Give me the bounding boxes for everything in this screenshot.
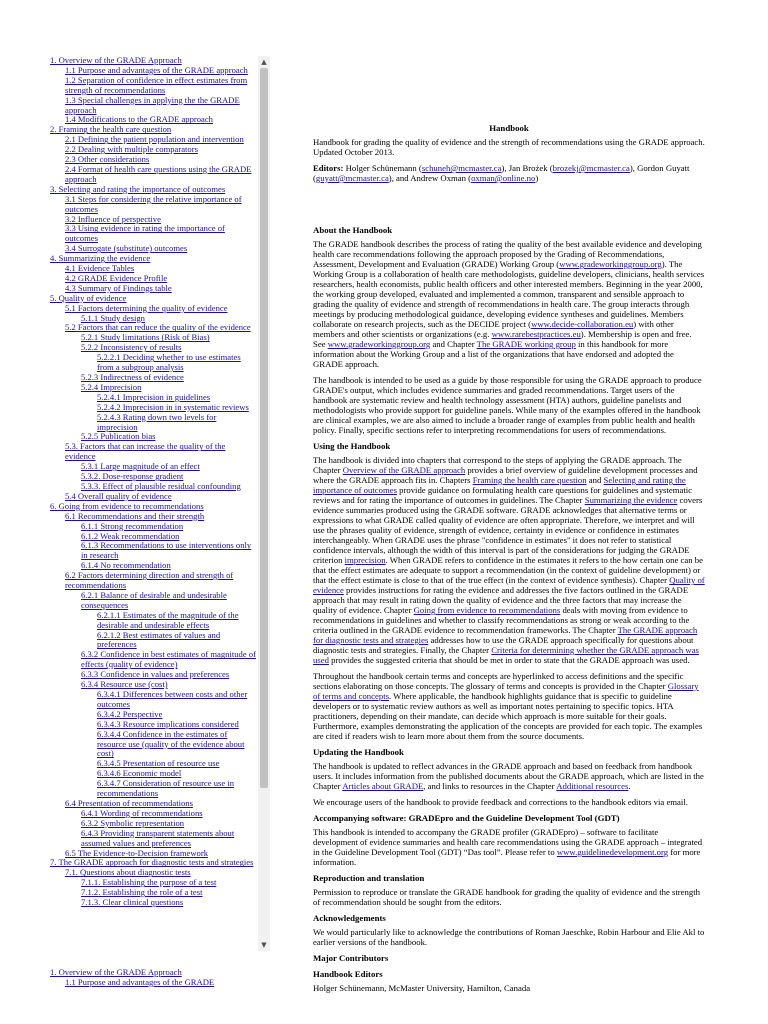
toc-link[interactable]: 5.2.4.3 Rating down two levels for imprecision [97,411,217,432]
software-paragraph [313,827,705,867]
toc-link[interactable]: 6. Going from evidence to recommendations [50,500,204,511]
text: The handbook is divided into chapters that correspond to the steps of applying the GRADE approach. The Chapter [313,455,682,475]
section-heading-reproduction: Reproduction and translation [313,873,425,883]
email-link-brozek[interactable]: brozekj@mcmaster.ca [552,163,630,173]
link-gradeworkinggroup[interactable]: www.gradeworkinggroup.org [559,259,662,269]
article [313,123,705,999]
link-additional-resources[interactable]: Additional resources [556,781,629,791]
toc-link[interactable]: 6.1 Recommendations and their strength [65,510,205,521]
toc-link[interactable]: 1. Overview of the GRADE Approach [50,967,182,977]
toc-link[interactable]: 5.2.4.2 Imprecision in in systematic reviews [97,401,249,412]
toc-link[interactable]: 6.3.4.2 Perspective [97,708,163,719]
text: ) [535,173,539,183]
toc-link[interactable]: 6.3.4.3 Resource implications considered [97,718,239,729]
text: , and links to resources in the Chapter [423,781,557,791]
toc-item[interactable] [50,96,258,116]
toc-link[interactable]: 7.1.2. Establishing the role of a test [81,887,203,898]
scroll-down-arrow-icon[interactable]: ▼ [261,941,267,949]
toc-link[interactable]: 4.1 Evidence Tables [65,263,135,274]
toc-link[interactable]: 5.3.2. Dose-response gradient [81,471,184,482]
toc-item[interactable] [50,195,258,215]
toc-link[interactable]: 5.3.1 Large magnitude of an effect [81,461,200,472]
toc-item[interactable] [50,413,258,433]
text: and [586,475,604,485]
toc-link[interactable]: 6.4.3 Providing transparent statements about assumed values and preferences [81,827,235,848]
toc-link[interactable]: 5.2.3 Indirectness of evidence [81,372,184,382]
toc-link[interactable]: 3.2 Influence of perspective [65,213,161,224]
section-heading-updating: Updating the Handbook [313,747,404,757]
toc-link[interactable]: 6.5 The Evidence-to-Decision framework [65,847,209,858]
link-going-from-evidence[interactable]: Going from evidence to recommendations [413,605,561,615]
toc-link[interactable]: 6.4 Presentation of recommendations [65,797,193,808]
toc-item[interactable] [50,978,270,988]
toc-link[interactable]: 5.1 Factors determining the quality of evidence [65,302,228,313]
editors-line [313,163,705,183]
text: ). Membership is open and free. See [313,329,692,349]
toc-link[interactable]: 4. Summarizing the evidence [50,253,151,264]
toc-link[interactable]: 3. Selecting and rating the importance of outcomes [50,183,226,194]
about-paragraph-2: The handbook is intended to be used as a guide by those responsible for using the GRADE approach to produce GRADE's output, which includes evidence summaries and graded recommendations. Target users of the handbook are systematic review and health technology assessment (HTA) authors, guideline panelists and methodologists who provide support for guideline panels. While many of the examples offered in the handbook are clinical examples, we are also aimed to include a broader range of examples from public health and health policy. Finally, specific sections refer to interpreting recommendations for users of recommendations. [313,375,702,435]
about-paragraph-1 [313,239,705,369]
toc-link[interactable]: 6.3.4 Resource use (cost) [81,679,168,690]
text: for more information. [313,847,701,867]
toc-item[interactable] [50,591,258,611]
intro-text: Handbook for grading the quality of evidence and the strength of recommendations using the GRADE approach. Updated October 2013. [313,137,705,157]
section-heading-acknowledgements: Acknowledgements [313,913,386,923]
toc-link[interactable]: 2.3 Other considerations [65,154,150,165]
text: Holger Schünemann ( [343,163,422,173]
link-criteria[interactable]: Criteria for determining whether the GRADE approach was used [313,645,699,665]
text: ) with other members and other scientists or organizations (e.g. [313,319,674,339]
toc-link[interactable]: 6.2 Factors determining direction and strength of recommendations [65,570,234,591]
text: . [628,781,631,791]
link-guidelinedevelopment[interactable]: www.guidelinedevelopment.org [556,847,669,857]
toc-link[interactable]: 1.1 Purpose and advantages of the GRADE [65,976,215,987]
toc-link[interactable]: 5.1.1 Study design [81,312,145,323]
text: in this handbook for more information about the Working Group and a list of the organizations that have endorsed and adopted the GRADE approach. [313,339,674,369]
text: . When GRADE refers to confidence in the estimates it refers to the how certain one can be that the effect estimates are adequate to support a recommendation (in the context of guideline development) or that the effect estimate is close to that of the true effect (in the context of evidence synthesis). Chapter [313,555,703,585]
toc-link[interactable]: 2.2 Dealing with multiple comparators [65,144,198,155]
toc-link[interactable]: 5.3. Factors that can increase the quality of the evidence [65,441,226,462]
toc-link[interactable]: 1.1 Purpose and advantages of the GRADE approach [65,64,248,75]
toc-item[interactable] [50,571,258,591]
acknowledgements-paragraph: We would particularly like to acknowledge the contributions of Roman Jaeschke, Robin Harbour and Elie Akl to earlier versions of the handbook. [313,927,705,947]
link-glossary[interactable]: Glossary of terms and concepts [313,681,699,701]
toc-link[interactable]: 7. The GRADE approach for diagnostic tests and strategies [50,857,254,868]
toc-link[interactable]: 5.4 Overall quality of evidence [65,490,172,501]
toc-link[interactable]: 5.2 Factors that can reduce the quality of the evidence [65,322,251,333]
reproduction-paragraph: Permission to reproduce or translate the GRADE handbook for grading the quality of evidence and the strength of recommendation should be sought from the editors. [313,887,700,907]
toc-link[interactable]: 5.2.5 Publication bias [81,431,156,442]
link-diagnostic-tests[interactable]: The GRADE approach for diagnostic tests and strategies [313,625,698,645]
text: Throughout the handbook certain terms and concepts are hyperlinked to access definitions and the specific sections elaborating on those concepts. The glossary of terms and concepts is provided in the Chapter [313,671,684,691]
editors-label: Editors: [313,163,344,173]
toc-link[interactable]: 1.3 Special challenges in applying the the GRADE approach [65,94,240,115]
text: provide guidance on formulating health care questions for guidelines and systematic reviews and for rating the importance of outcomes in guidelines. The Chapter [313,485,693,505]
text: provides a brief overview of guideline development processes and where the GRADE approach fits in. Chapters [313,465,698,485]
toc-link[interactable]: 6.2.1.1 Estimates of the magnitude of the desirable and undesirable effects [97,609,239,630]
link-grade-working-group-chapter[interactable]: The GRADE working group [476,339,576,349]
toc-item[interactable] [50,779,258,799]
toc-link[interactable]: 6.3.4.4 Confidence in the estimates of resource use (quality of the evidence about cost) [97,728,245,759]
toc-scrollbar[interactable] [258,56,270,951]
section-heading-about: About the Handbook [313,225,393,235]
text: The handbook is updated to reflect advances in the GRADE approach and based on feedback from handbook users. It includes information from the published documents about the GRADE approach, which are listed in the Chapter [313,761,704,791]
page-title: Handbook [489,123,529,133]
toc-link[interactable]: 1. Overview of the GRADE Approach [50,56,182,65]
toc-link[interactable]: 5.2.4 Imprecision [81,381,142,392]
toc-link[interactable]: 6.3.2 Confidence in best estimates of magnitude of effects (quality of evidence) [81,649,256,670]
toc-link[interactable]: 6.3.4.5 Presentation of resource use [97,758,220,769]
toc-item[interactable] [50,76,258,96]
toc-link[interactable]: 1.4 Modifications to the GRADE approach [65,114,213,125]
toc-link[interactable]: 4.3 Summary of Findings table [65,282,172,293]
link-overview[interactable]: Overview of the GRADE approach [342,465,466,475]
toc-link[interactable]: 6.2.1.2 Best estimates of values and preferences [97,629,221,650]
scroll-up-arrow-icon[interactable]: ▲ [261,58,267,66]
toc-link[interactable]: 6.1.4 No recommendation [81,560,171,571]
text: covers evidence summaries produced using the GRADE software. GRADE acknowledges that alternative terms or expressions to what GRADE called quality of evidence are often appropriate. Therefore, we interpret and will use the phrases quality of evidence, strength of evidence, certainty in evidence or confidence in estimates interchangeably. When GRADE uses the phrase "confidence in estimates" it does not refer to statistical confidence intervals, although the width of this interval is part of the considerations for judging the GRADE criterion [313,495,703,565]
text: ), and Andrew Oxman ( [388,173,472,183]
link-imprecision[interactable]: imprecision [344,555,386,565]
toc-item[interactable] [50,541,258,561]
scroll-thumb[interactable] [260,68,268,788]
section-heading-contributors: Major Contributors [313,953,389,963]
toc-item[interactable] [50,730,258,760]
toc-item[interactable] [50,829,258,849]
link-summarizing[interactable]: Summarizing the evidence [584,495,678,505]
link-rarebestpractices[interactable]: www.rarebestpractices.eu [491,329,581,339]
email-link-oxman[interactable]: oxman@online.no [471,173,536,183]
toc-link[interactable]: 3.4 Surrogate (substitute) outcomes [65,243,188,254]
text: addresses how to use the GRADE approach specifically for questions about diagnostic tests and strategies. Finally, the Chapter [313,635,694,655]
text: . Where applicable, the handbook highlights guidance that is specific to guideline developers or to systematic review authors as well as important notes pertaining to specific topics. HTA practitioners, depending on their mandate, can decide which approach is more suitable for their goals. Furthermore, examples demonstrating the application of the concepts are provided for each topic. The examples are cited if readers wish to learn more about them from the source documents. [313,691,703,741]
updating-paragraph-1 [313,761,705,791]
using-paragraph-2 [313,671,705,741]
updating-paragraph-2: We encourage users of the handbook to provide feedback and corrections to the handbook editors via email. [313,797,688,807]
toc-item[interactable] [50,224,258,244]
toc-link[interactable]: 1.2 Separation of confidence in effect estimates from strength of recommendations [65,74,248,95]
section-heading-software: Accompanying software: GRADEpro and the Guideline Development Tool (GDT) [313,813,620,823]
link-articles-about-grade[interactable]: Articles about GRADE [342,781,424,791]
text: provides instructions for rating the evidence and addresses the five factors outlined in the GRADE approach that may result in rating down the quality of evidence and the three factors that may increase the quality of evidence. Chapter [313,585,689,615]
toc-link[interactable]: 5.2.2.1 Deciding whether to use estimates from a subgroup analysis [97,352,241,373]
toc-link[interactable]: 7.1.3. Clear clinical questions [81,897,184,908]
toc-item[interactable] [50,165,258,185]
toc-item[interactable] [50,690,258,710]
link-selecting[interactable]: Selecting and rating the importance of outcomes [313,475,686,495]
toc-item[interactable] [50,898,258,908]
toc-link[interactable]: 7.1.1. Establishing the purpose of a test [81,877,217,888]
toc-link[interactable]: 5.2.1 Study limitations (Risk of Bias) [81,332,210,343]
toc-link[interactable]: 6.1.2 Weak recommendation [81,530,180,541]
text: and Chapter [430,339,477,349]
section-heading-handbook-editors: Handbook Editors [313,969,383,979]
toc-link[interactable]: 6.2.1 Balance of desirable and undesirable consequences [81,589,227,610]
toc-link[interactable]: 5.2.2 Inconsistency of results [81,342,182,353]
toc-link[interactable]: 6.4.1 Wording of recommendations [81,807,203,818]
toc-link[interactable]: 5.2.4.1 Imprecision in guidelines [97,391,211,402]
toc-link[interactable]: 6.3.4.7 Consideration of resource use in recommendations [97,778,234,799]
text: ), Gordon Guyatt ( [313,163,690,183]
toc-link[interactable]: 2. Framing the health care question [50,124,172,135]
toc-link[interactable]: 6.3.4.6 Economic model [97,768,182,779]
toc-link[interactable]: 6.1.3 Recommendations to use interventions only in research [81,540,252,561]
email-link-guyatt[interactable]: guyatt@mcmaster.ca [315,173,389,183]
text: This handbook is intended to accompany the GRADE profiler (GRADEpro) – software to facilitate development of evidence summaries and health care recommendations using the GRADE approach – integrated in the Guideline Development Tool (GDT) “Das tool”. Please refer to [313,827,703,857]
toc-link[interactable]: 5. Quality of evidence [50,292,127,303]
email-link-schunemann[interactable]: schuneh@mcmaster.ca [421,163,502,173]
toc-link[interactable]: 3.1 Steps for considering the relative importance of outcomes [65,193,242,214]
link-decide-collaboration[interactable]: www.decide-collaboration.eu [531,319,634,329]
toc-item[interactable] [50,442,258,462]
text: ). The Working Group is a collaboration of health care methodologists, guideline developers, clinicians, health services researchers, health economists, public health officers and other interested members. Beginning in the year 2000, the working group developed, evaluated and implemented a common, transparent and sensible approach to grading the quality of evidence and strength of recommendations in health care. The group interacts through meetings by producing methodological guidance, developing evidence syntheses and guidelines. Members collaborate on research projects, such as the DECIDE project ( [313,259,705,329]
toc-link[interactable]: 2.4 Format of health care questions using the GRADE approach [65,163,252,184]
toc-item[interactable] [50,631,258,651]
toc-link[interactable]: 2.1 Defining the patient population and intervention [65,134,244,145]
toc-link[interactable]: 6.1.1 Strong recommendation [81,520,184,531]
toc-link[interactable]: 4.2 GRADE Evidence Profile [65,272,168,283]
toc-link[interactable]: 5.3.3. Effect of plausible residual confounding [81,480,241,491]
section-heading-using: Using the Handbook [313,441,391,451]
toc-item[interactable] [50,650,258,670]
toc-list [50,56,258,951]
text: deals with moving from evidence to recommendations in guidelines and whether to classify recommendations as strong or weak according to the criteria outlined in the GRADE evidence to recommendation frameworks. The Chapter [313,605,690,635]
toc-link[interactable]: 6.3.2 Symbolic representation [81,817,185,828]
toc-link[interactable]: 6.3.3 Confidence in values and preferences [81,669,230,680]
toc-list-secondary [50,968,270,988]
toc-item[interactable] [50,353,258,373]
toc-link[interactable]: 3.3 Using evidence in rating the importance of outcomes [65,223,225,244]
editor-line: Holger Schünemann, McMaster University, Hamilton, Canada [313,983,531,993]
link-gradeworkinggroup-2[interactable]: www.gradeworkinggroup.org [327,339,431,349]
toc-link[interactable]: 6.3.4.1 Differences between costs and other outcomes [97,689,248,709]
text: The GRADE handbook describes the process of rating the quality of the best available evidence and developing health care recommendations following the approach proposed by the Grading of Recommendations, Assessment, Development and Evaluation (GRADE) Working Group ( [313,239,702,269]
text: ), Jan Brożek ( [501,163,553,173]
text: provides the suggested criteria that should be met in order to state that the GRADE approach was used. [328,655,690,665]
toc-item[interactable] [50,611,258,631]
using-paragraph-1 [313,455,705,665]
toc-frame [50,56,270,951]
link-framing[interactable]: Framing the health care question [472,475,587,485]
toc-link[interactable]: 7.1. Questions about diagnostic tests [65,867,191,878]
link-quality-of-evidence[interactable]: Quality of evidence [313,575,705,595]
